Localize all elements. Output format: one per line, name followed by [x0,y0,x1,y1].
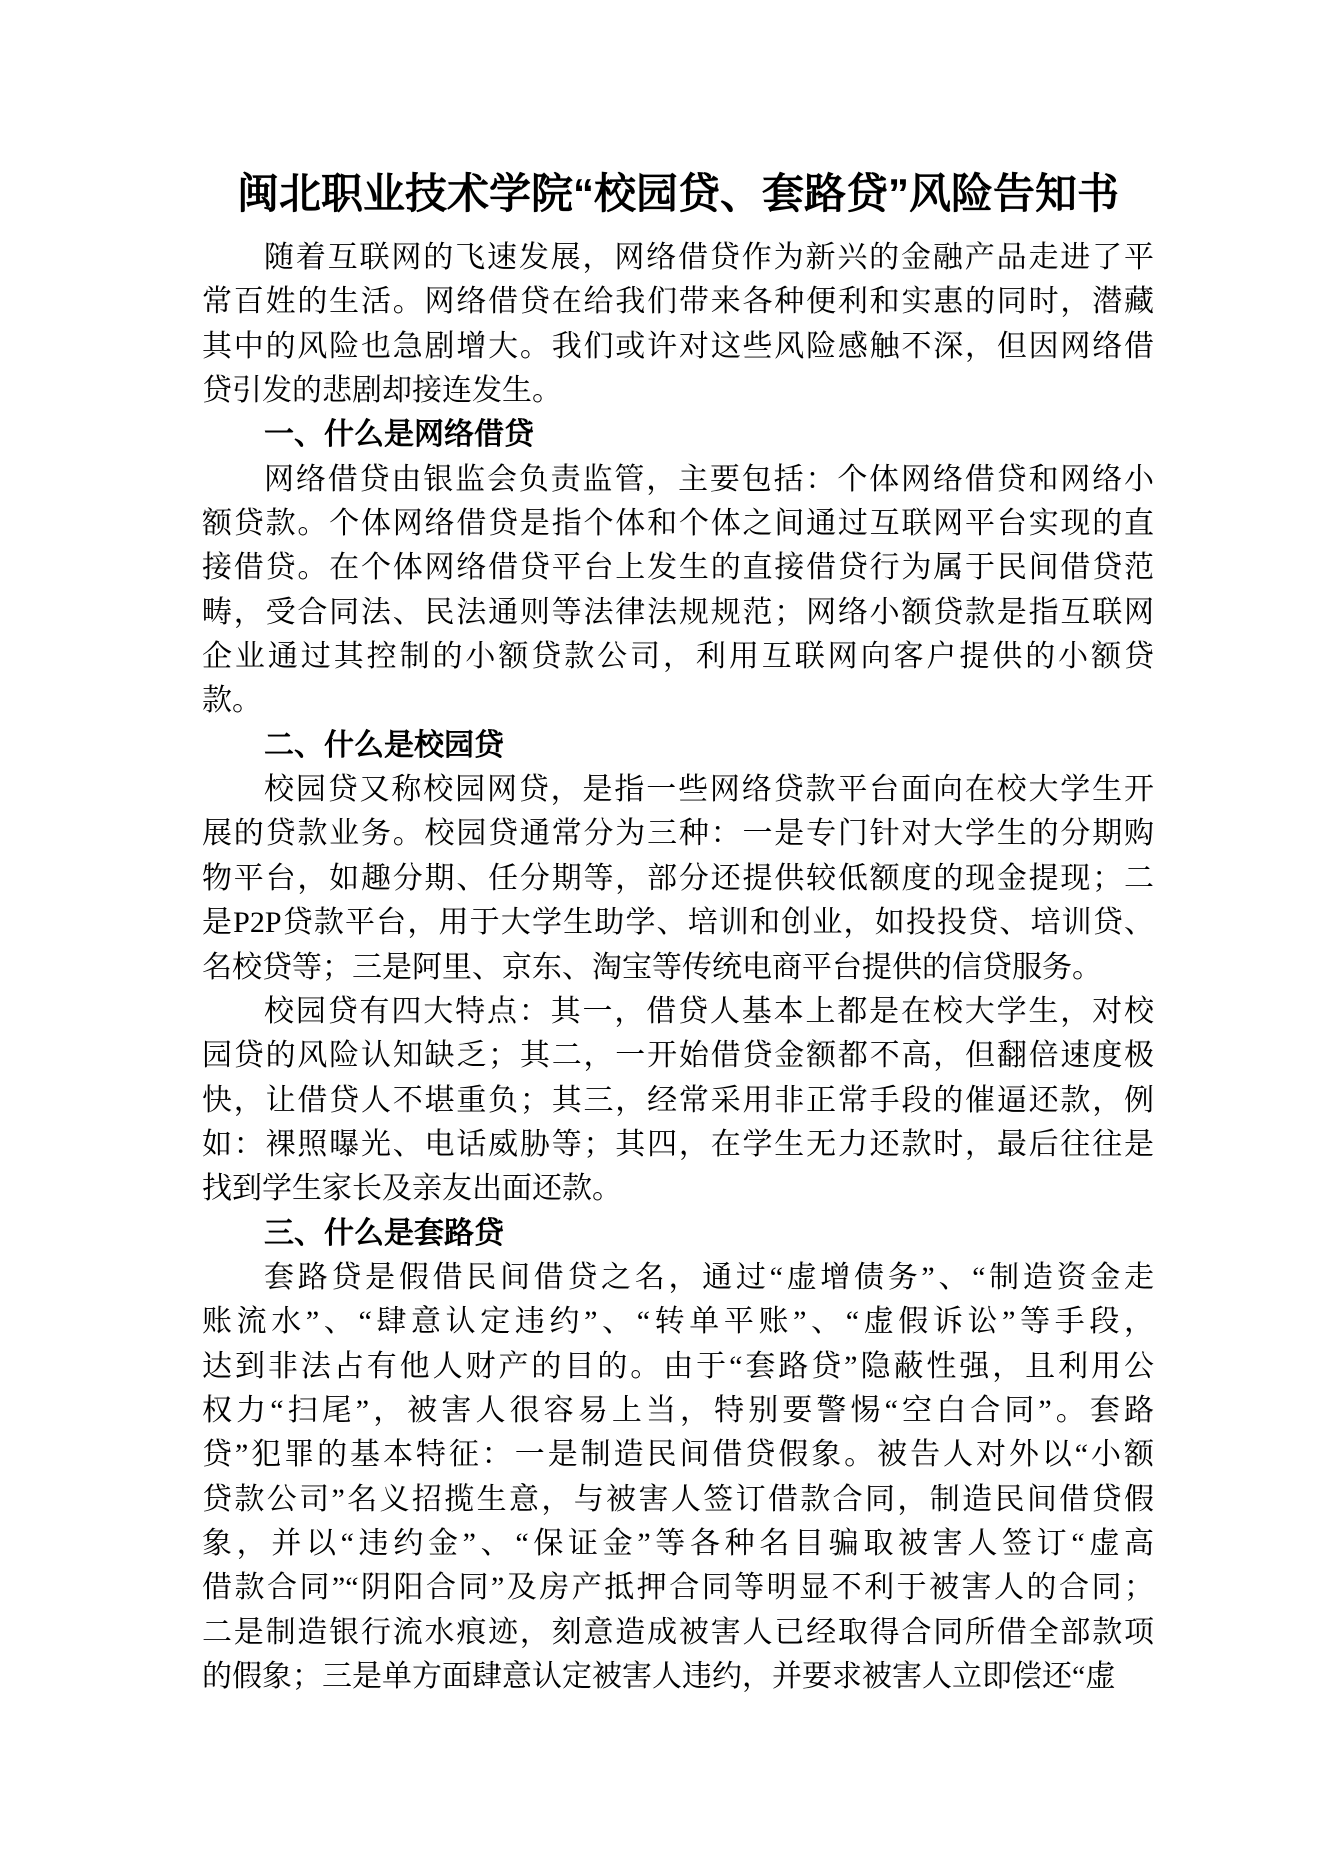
text-line: 三、什么是套路贷 [264,1216,504,1250]
text-line: 校园贷有四大特点：其一，借贷人基本上都是在校大学生，对校 [264,994,1154,1028]
text-line: 一、什么是网络借贷 [264,418,534,452]
text-line: 园贷的风险认知缺乏；其二，一开始借贷金额都不高，但翻倍速度极 [202,1039,1154,1073]
text-line: 快，让借贷人不堪重负；其三，经常采用非正常手段的催逼还款，例 [202,1083,1154,1117]
text-line: 二、什么是校园贷 [264,728,504,762]
paragraph [202,1256,1154,1699]
text-line: 的假象；三是单方面肆意认定被害人违约，并要求被害人立即偿还“虚 [202,1660,1116,1693]
text-line: 校园贷又称校园网贷，是指一些网络贷款平台面向在校大学生开 [264,773,1154,807]
text-line: 物平台，如趣分期、任分期等，部分还提供较低额度的现金提现；二 [202,861,1154,895]
text-line: 贷引发的悲剧却接连发生。 [202,374,562,408]
text-line: 畴，受合同法、民法通则等法律法规规范；网络小额贷款是指互联网 [202,595,1154,629]
text-line: 权力“扫尾”，被害人很容易上当，特别要警惕“空白合同”。套路 [202,1393,1154,1427]
paragraph [202,458,1154,724]
text-line: 贷款公司”名义招揽生意，与被害人签订借款合同，制造民间借贷假 [202,1482,1154,1516]
paragraph [202,236,1154,413]
text-line: 如：裸照曝光、电话威胁等；其四，在学生无力还款时，最后往往是 [202,1127,1154,1161]
text-line: 其中的风险也急剧增大。我们或许对这些风险感触不深，但因网络借 [202,329,1154,363]
text-line: 找到学生家长及亲友出面还款。 [202,1172,622,1206]
text-line: 企业通过其控制的小额贷款公司，利用互联网向客户提供的小额贷 [202,640,1154,674]
section-heading [202,1212,1154,1256]
text-line: 账流水”、“肆意认定违约”、“转单平账”、“虚假诉讼”等手段， [202,1305,1154,1339]
text-line: 网络借贷由银监会负责监管，主要包括：个体网络借贷和网络小 [264,462,1154,496]
document-body [202,168,1154,1699]
text-line: 达到非法占有他人财产的目的。由于“套路贷”隐蔽性强，且利用公 [202,1349,1154,1383]
text-line: 二是制造银行流水痕迹，刻意造成被害人已经取得合同所借全部款项 [202,1615,1154,1649]
text-line: 额贷款。个体网络借贷是指个体和个体之间通过互联网平台实现的直 [202,507,1154,541]
document-title: 闽北职业技术学院“校园贷、套路贷”风险告知书 [236,170,1119,217]
text-line: 款。 [202,684,262,718]
text-line: 象，并以“违约金”、“保证金”等各种名目骗取被害人签订“虚高 [202,1526,1154,1560]
text-line: 接借贷。在个体网络借贷平台上发生的直接借贷行为属于民间借贷范 [202,551,1154,585]
blocks-host [202,236,1154,1699]
text-line: 名校贷等；三是阿里、京东、淘宝等传统电商平台提供的信贷服务。 [202,950,1102,984]
text-line: 展的贷款业务。校园贷通常分为三种：一是专门针对大学生的分期购 [202,817,1154,851]
section-heading [202,413,1154,457]
paragraph [202,768,1154,990]
text-line: 借款合同”“阴阳合同”及房产抵押合同等明显不利于被害人的合同； [202,1571,1154,1605]
text-line: 套路贷是假借民间借贷之名，通过“虚增债务”、“制造资金走 [264,1260,1154,1294]
text-line: 随着互联网的飞速发展，网络借贷作为新兴的金融产品走进了平 [264,241,1154,274]
section-heading [202,724,1154,768]
text-line: 贷”犯罪的基本特征：一是制造民间借贷假象。被告人对外以“小额 [202,1438,1154,1472]
text-line: 常百姓的生活。网络借贷在给我们带来各种便利和实惠的同时，潜藏 [202,285,1154,319]
paragraph [202,990,1154,1212]
text-line: 是P2P贷款平台，用于大学生助学、培训和创业，如投投贷、培训贷、 [202,906,1154,940]
